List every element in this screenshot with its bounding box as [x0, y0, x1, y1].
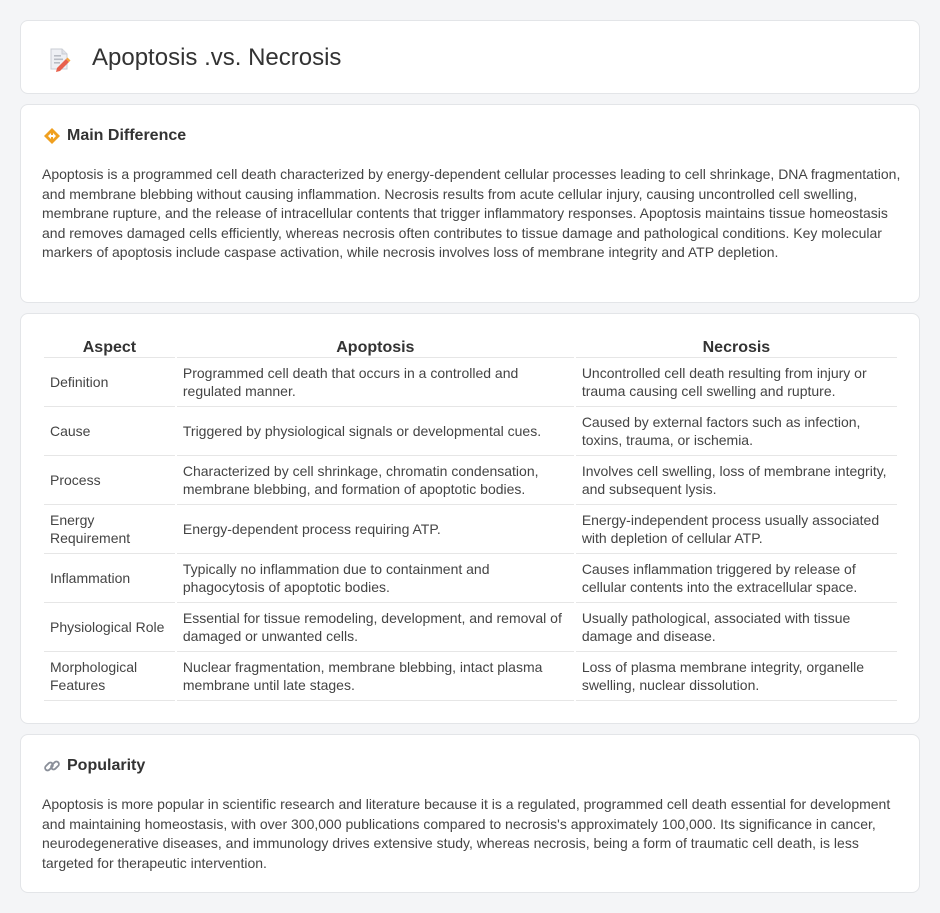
- column-header-apoptosis: Apoptosis: [177, 336, 574, 358]
- popularity-text: Apoptosis is more popular in scientific research and literature because it is a regulated, programmed cell death essential for development and maintaining homeostasis, with over 300,000 publications compared to necrosis's approximately 100,000. Its significance in cancer, neurodegenerative diseases, and immunology drives extensive study, whereas necrosis, being a form of traumatic cell death, is less targeted for therapeutic intervention.: [42, 796, 891, 871]
- header-card: [20, 20, 920, 94]
- necrosis-cell: Involves cell swelling, loss of membrane integrity, and subsequent lysis.: [576, 456, 897, 505]
- popularity-section: [20, 734, 920, 893]
- main-difference-section: [20, 104, 920, 303]
- table-row: [44, 505, 897, 554]
- popularity-heading: Popularity: [67, 757, 146, 774]
- necrosis-cell: Usually pathological, associated with tissue damage and disease.: [576, 603, 897, 652]
- aspect-cell: Inflammation: [44, 554, 175, 603]
- apoptosis-cell: Typically no inflammation due to containment and phagocytosis of apoptotic bodies.: [177, 554, 574, 603]
- table-header-row: [44, 336, 897, 358]
- column-header-aspect: Aspect: [44, 336, 175, 358]
- necrosis-cell: Energy-independent process usually associated with depletion of cellular ATP.: [576, 505, 897, 554]
- main-difference-text: Apoptosis is a programmed cell death characterized by energy-dependent cellular processes leading to cell shrinkage, DNA fragmentation, and membrane blebbing without causing inflammation. Necrosis results from acute cellular injury, causing uncontrolled cell swelling, membrane rupture, and the release of intracellular contents that trigger inflammatory responses. Apoptosis maintains tissue homeostasis and removes damaged cells efficiently, whereas necrosis often contributes to tissue damage and pathological conditions. Key molecular markers of apoptosis include caspase activation, while necrosis involves loss of membrane integrity and ATP depletion.: [42, 166, 901, 260]
- aspect-cell: Process: [44, 456, 175, 505]
- aspect-cell: Physiological Role: [44, 603, 175, 652]
- necrosis-cell: Caused by external factors such as infection, toxins, trauma, or ischemia.: [576, 407, 897, 456]
- aspect-cell: Energy Requirement: [44, 505, 175, 554]
- table-row: [44, 554, 897, 603]
- link-icon: [43, 757, 61, 775]
- apoptosis-cell: Programmed cell death that occurs in a controlled and regulated manner.: [177, 358, 574, 407]
- apoptosis-cell: Triggered by physiological signals or developmental cues.: [177, 407, 574, 456]
- table-row: [44, 652, 897, 701]
- necrosis-cell: Loss of plasma membrane integrity, organelle swelling, nuclear dissolution.: [576, 652, 897, 701]
- table-row: [44, 603, 897, 652]
- aspect-cell: Morphological Features: [44, 652, 175, 701]
- aspect-cell: Cause: [44, 407, 175, 456]
- apoptosis-cell: Characterized by cell shrinkage, chromatin condensation, membrane blebbing, and formation of apoptotic bodies.: [177, 456, 574, 505]
- necrosis-cell: Uncontrolled cell death resulting from injury or trauma causing cell swelling and rupture.: [576, 358, 897, 407]
- apoptosis-cell: Essential for tissue remodeling, development, and removal of damaged or unwanted cells.: [177, 603, 574, 652]
- document-pencil-icon: [46, 46, 72, 72]
- table-row: [44, 358, 897, 407]
- table-row: [44, 407, 897, 456]
- diamond-arrows-icon: [43, 127, 61, 145]
- apoptosis-cell: Nuclear fragmentation, membrane blebbing, intact plasma membrane until late stages.: [177, 652, 574, 701]
- column-header-necrosis: Necrosis: [576, 336, 897, 358]
- comparison-table-section: [20, 313, 920, 724]
- main-difference-heading: Main Difference: [67, 127, 187, 144]
- table-row: [44, 456, 897, 505]
- page-title: Apoptosis .vs. Necrosis: [92, 44, 342, 71]
- necrosis-cell: Causes inflammation triggered by release of cellular contents into the extracellular space.: [576, 554, 897, 603]
- comparison-table: [42, 336, 899, 701]
- aspect-cell: Definition: [44, 358, 175, 407]
- apoptosis-cell: Energy-dependent process requiring ATP.: [177, 505, 574, 554]
